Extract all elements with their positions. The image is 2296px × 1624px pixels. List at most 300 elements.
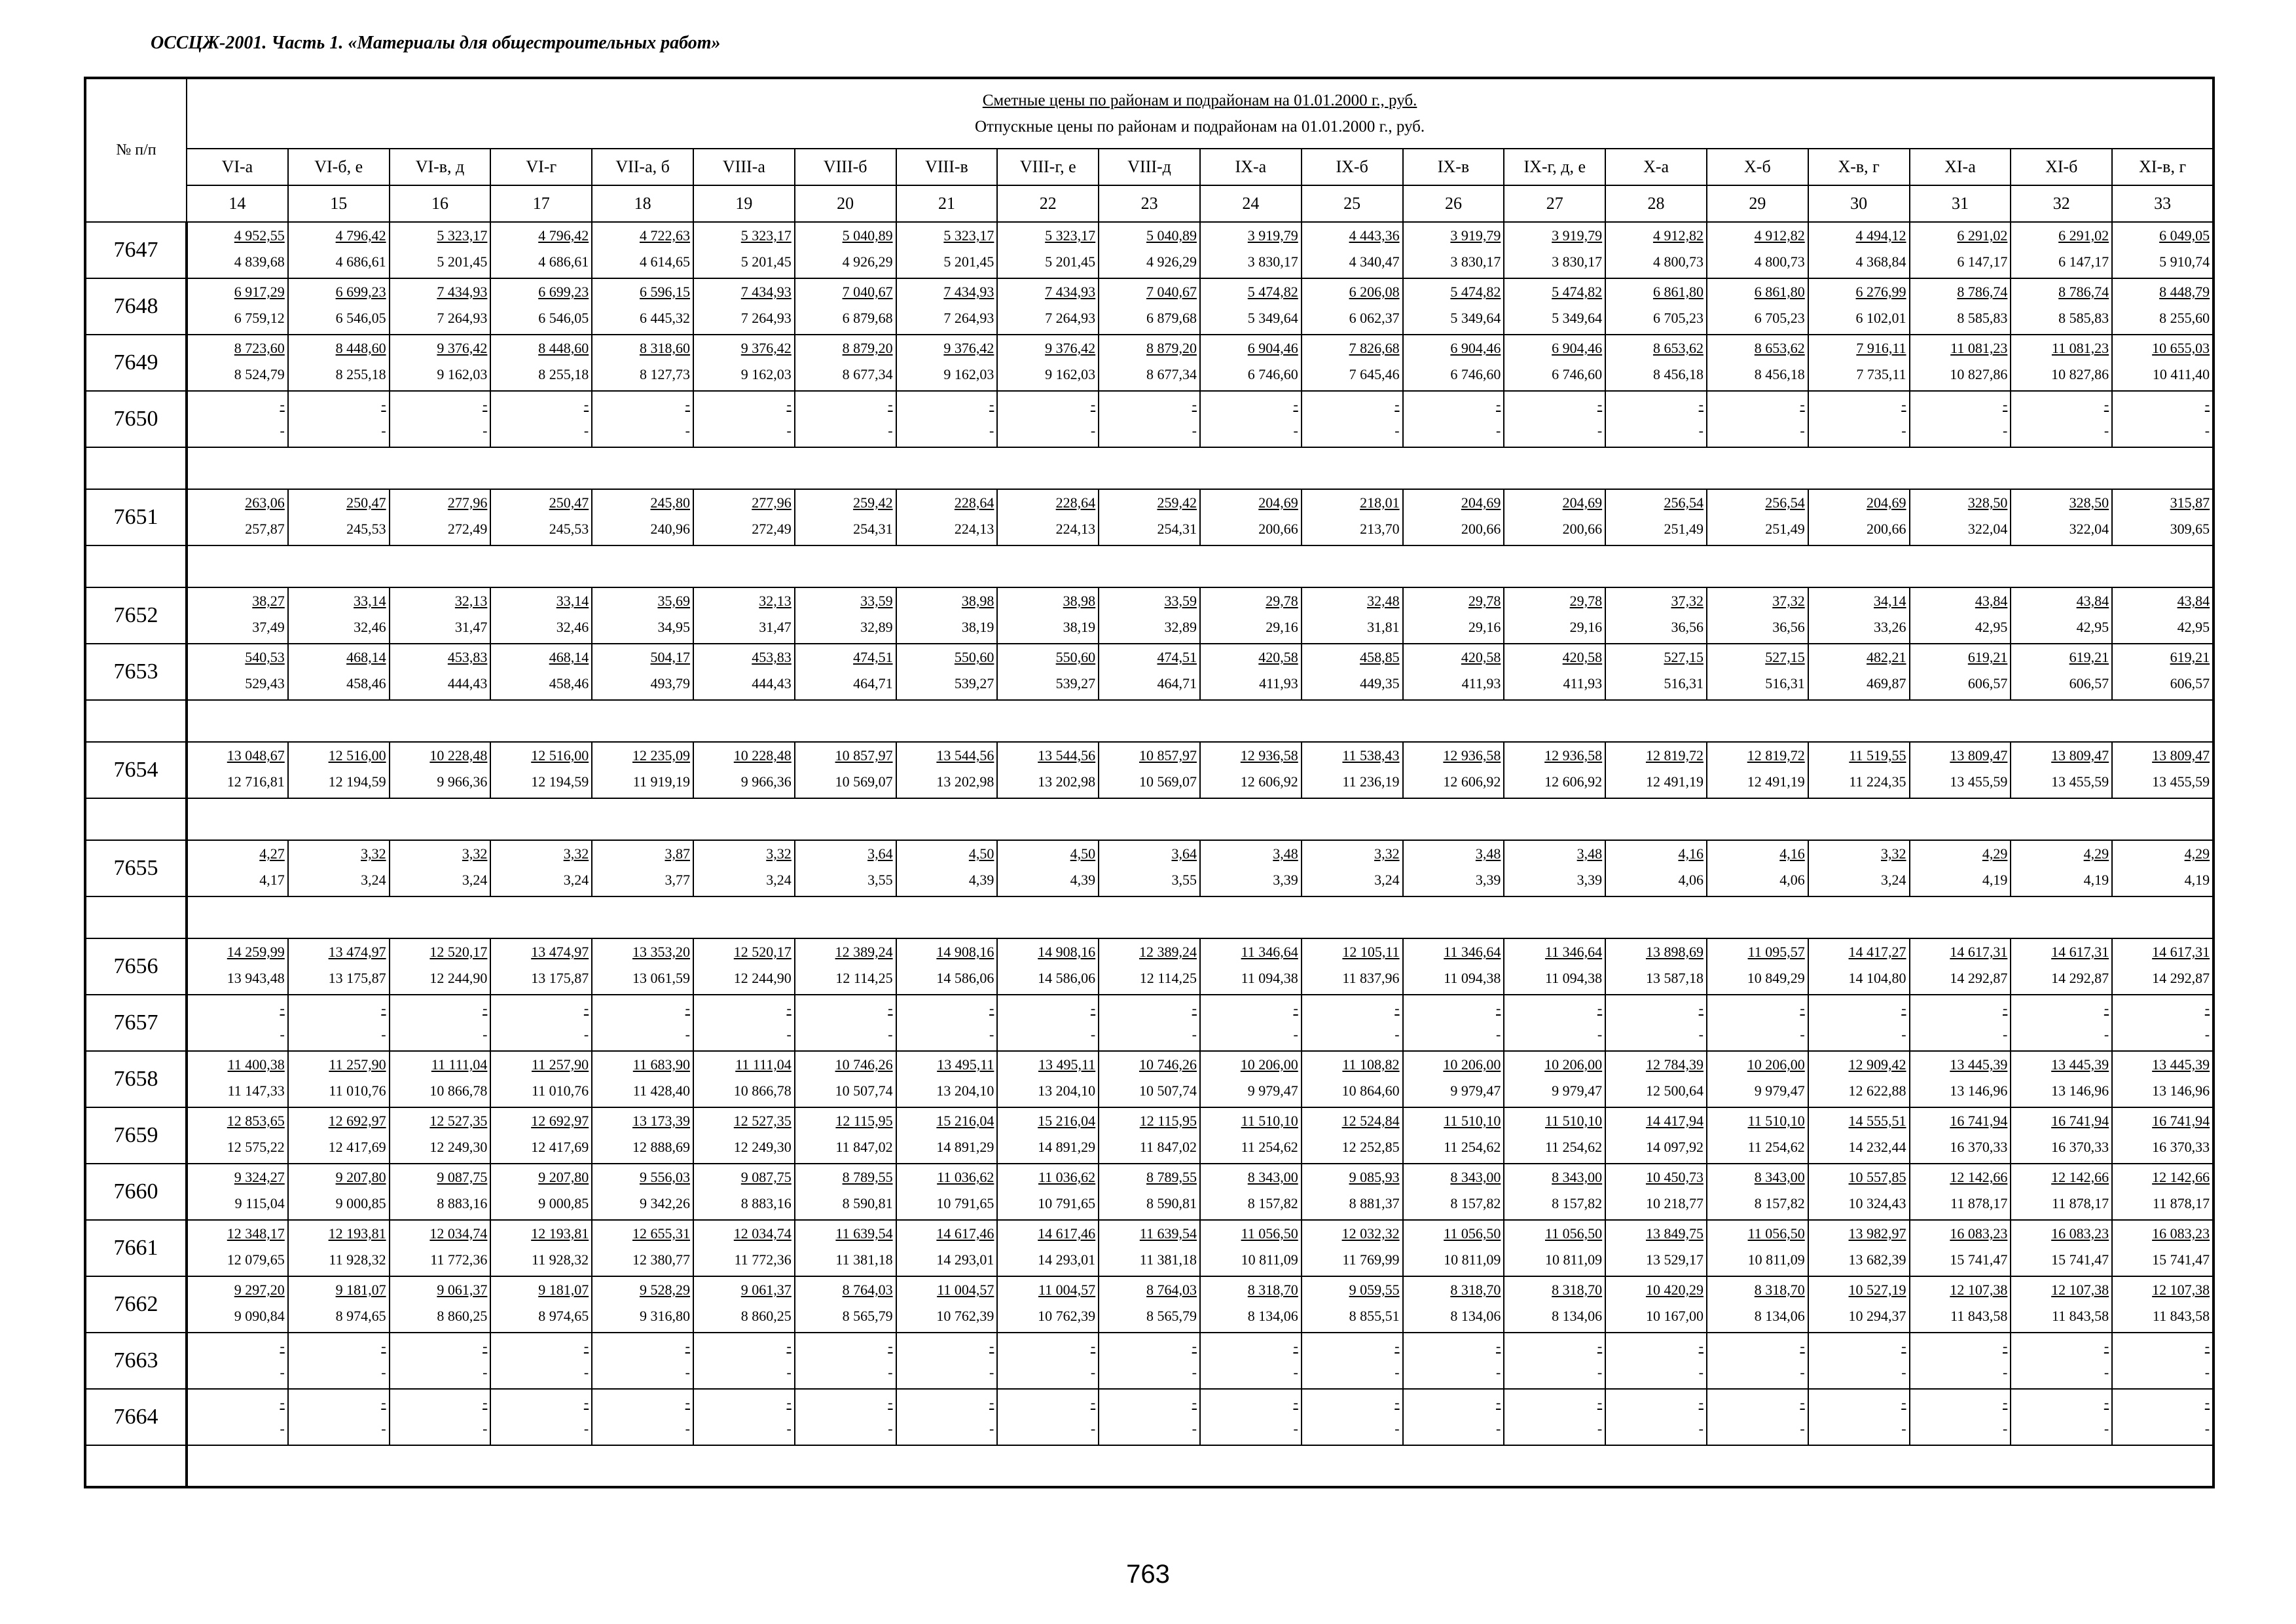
- estimated-price: 8 448,79: [2159, 284, 2210, 300]
- price-cell: [2011, 391, 2112, 447]
- price-cell: [1605, 1276, 1707, 1333]
- price-cell: [997, 644, 1099, 700]
- price-cell: [390, 1164, 491, 1220]
- estimated-price: 8 879,20: [1146, 340, 1197, 356]
- selling-price: 444,43: [752, 675, 792, 692]
- estimated-price: -: [1192, 1338, 1197, 1354]
- price-cell: [1099, 335, 1200, 391]
- estimated-price: 453,83: [752, 649, 792, 665]
- estimated-price: 3,48: [1273, 845, 1298, 862]
- price-cell: [1504, 1164, 1605, 1220]
- price-cell: [1808, 391, 1910, 447]
- estimated-price: -: [1597, 1338, 1603, 1354]
- estimated-price: -: [888, 1000, 893, 1016]
- selling-price: 444,43: [447, 675, 488, 692]
- selling-price: 12 606,92: [1443, 773, 1501, 790]
- estimated-price: 7 434,93: [740, 284, 792, 300]
- price-cell: [795, 222, 896, 278]
- estimated-price: 6 291,02: [1957, 227, 2008, 244]
- selling-price: 10 811,09: [1747, 1251, 1805, 1268]
- selling-price: 12 194,59: [531, 773, 589, 790]
- estimated-price: 4 494,12: [1855, 227, 1906, 244]
- price-cell: [187, 222, 288, 278]
- estimated-price: 15 216,04: [936, 1113, 994, 1129]
- estimated-price: 13 173,39: [632, 1113, 690, 1129]
- price-cell: [288, 391, 390, 447]
- estimated-price: 7 040,67: [842, 284, 893, 300]
- selling-price: 14 586,06: [936, 970, 994, 986]
- estimated-price: 11 111,04: [735, 1056, 792, 1073]
- estimated-price: 10 228,48: [429, 747, 488, 764]
- estimated-price: 550,60: [1055, 649, 1096, 665]
- price-cell: [490, 278, 592, 335]
- selling-price: 32,89: [1164, 619, 1197, 635]
- selling-price: 32,46: [354, 619, 386, 635]
- estimated-price: 10 557,85: [1848, 1169, 1906, 1185]
- selling-price: 11 843,58: [2152, 1308, 2210, 1324]
- selling-price: 3,39: [1273, 872, 1298, 888]
- estimated-price: -: [888, 396, 893, 413]
- selling-price: 16 370,33: [2152, 1139, 2210, 1155]
- selling-price: 14 097,92: [1645, 1139, 1704, 1155]
- price-cell: [187, 1107, 288, 1164]
- estimated-price: 13 445,39: [2051, 1056, 2109, 1073]
- estimated-price: 32,48: [1367, 593, 1400, 609]
- selling-price: 8 565,79: [1146, 1308, 1197, 1324]
- estimated-price: 420,58: [1461, 649, 1501, 665]
- selling-price: 254,31: [1157, 521, 1197, 537]
- price-cell: [1302, 938, 1403, 995]
- price-cell: [693, 1333, 795, 1389]
- price-cell: [1707, 1220, 1808, 1276]
- price-cell: [997, 1389, 1099, 1445]
- estimated-price: -: [2104, 1338, 2109, 1354]
- selling-price: 12 491,19: [1747, 773, 1805, 790]
- table-row: [85, 742, 2214, 798]
- selling-price: 4 926,29: [842, 253, 893, 270]
- selling-price: 7 264,93: [437, 310, 488, 326]
- selling-price: -: [2003, 1026, 2008, 1043]
- estimated-price: 10 206,00: [1443, 1056, 1501, 1073]
- estimated-price: 9 207,80: [335, 1169, 386, 1185]
- row-number: 7654: [85, 742, 187, 798]
- estimated-price: 5 323,17: [1045, 227, 1096, 244]
- estimated-price: 9 061,37: [437, 1282, 488, 1298]
- selling-price: 32,46: [556, 619, 589, 635]
- selling-price: -: [2104, 1420, 2109, 1437]
- price-cell: [1605, 742, 1707, 798]
- price-cell: [1504, 587, 1605, 644]
- estimated-price: 32,13: [454, 593, 488, 609]
- estimated-price: -: [381, 1394, 386, 1411]
- selling-price: 11 837,96: [1342, 970, 1400, 986]
- price-cell: [1808, 840, 1910, 896]
- selling-price: 15 741,47: [1950, 1251, 2008, 1268]
- price-cell: [187, 1389, 288, 1445]
- selling-price: 8 255,60: [2159, 310, 2210, 326]
- estimated-price: 6 206,08: [1349, 284, 1400, 300]
- estimated-price: 12 936,58: [1443, 747, 1501, 764]
- estimated-price: -: [2003, 396, 2008, 413]
- estimated-price: 16 741,94: [2152, 1113, 2210, 1129]
- price-cell: [2112, 587, 2214, 644]
- price-cell: [896, 1333, 998, 1389]
- price-cell: [1504, 1051, 1605, 1107]
- price-cell: [2011, 1389, 2112, 1445]
- selling-price: 8 590,81: [1146, 1195, 1197, 1211]
- price-cell: [288, 742, 390, 798]
- selling-price: 6 062,37: [1349, 310, 1400, 326]
- selling-price: -: [583, 1026, 589, 1043]
- estimated-price: 328,50: [2069, 494, 2109, 511]
- estimated-price: 14 617,31: [2152, 944, 2210, 960]
- column-number: 21: [896, 185, 998, 222]
- selling-price: 9 162,03: [437, 366, 488, 382]
- selling-price: 8 157,82: [1450, 1195, 1501, 1211]
- price-cell: [187, 1220, 288, 1276]
- selling-price: -: [786, 1420, 792, 1437]
- selling-price: 458,46: [549, 675, 589, 692]
- price-cell: [490, 1276, 592, 1333]
- price-cell: [187, 278, 288, 335]
- price-cell: [490, 222, 592, 278]
- selling-price: 8 157,82: [1754, 1195, 1805, 1211]
- estimated-price: 12 692,97: [328, 1113, 386, 1129]
- price-cell: [795, 742, 896, 798]
- price-cell: [1605, 587, 1707, 644]
- price-cell: [1403, 644, 1504, 700]
- estimated-price: 13 544,56: [1038, 747, 1096, 764]
- selling-price: 10 411,40: [2152, 366, 2210, 382]
- region-header: XI-а: [1910, 149, 2011, 185]
- price-cell: [896, 644, 998, 700]
- selling-price: 8 456,18: [1652, 366, 1704, 382]
- estimated-price: 11 510,10: [1544, 1113, 1603, 1129]
- estimated-price: 14 908,16: [936, 944, 994, 960]
- selling-price: 272,49: [752, 521, 792, 537]
- price-cell: [896, 391, 998, 447]
- selling-price: -: [989, 1026, 994, 1043]
- estimated-price: -: [1496, 1000, 1501, 1016]
- estimated-price: 11 095,57: [1747, 944, 1805, 960]
- price-cell: [1302, 1389, 1403, 1445]
- price-cell: [1200, 938, 1302, 995]
- selling-price: -: [1090, 1420, 1096, 1437]
- selling-price: 322,04: [1967, 521, 2008, 537]
- selling-price: 12 244,90: [429, 970, 488, 986]
- column-number: 23: [1099, 185, 1200, 222]
- selling-price: 10 849,29: [1747, 970, 1805, 986]
- selling-price: 12 575,22: [227, 1139, 285, 1155]
- price-cell: [490, 391, 592, 447]
- selling-price: 10 762,39: [1038, 1308, 1096, 1324]
- estimated-price: -: [1800, 396, 1805, 413]
- estimated-price: 10 228,48: [733, 747, 792, 764]
- estimated-price: -: [1698, 396, 1704, 413]
- selling-price: 12 079,65: [227, 1251, 285, 1268]
- selling-price: -: [1394, 422, 1400, 439]
- price-cell: [1200, 1389, 1302, 1445]
- estimated-price: 10 420,29: [1645, 1282, 1704, 1298]
- header-row-main: [85, 78, 2214, 149]
- estimated-price: 6 904,46: [1552, 340, 1603, 356]
- price-cell: [390, 1333, 491, 1389]
- selling-price: -: [2204, 422, 2210, 439]
- estimated-price: 527,15: [1664, 649, 1704, 665]
- region-header: VI-б, е: [288, 149, 390, 185]
- region-header: VI-г: [490, 149, 592, 185]
- estimated-price: 12 107,38: [1950, 1282, 2008, 1298]
- selling-price: -: [1698, 1026, 1704, 1043]
- region-header: VIII-г, е: [997, 149, 1099, 185]
- price-cell: [997, 1164, 1099, 1220]
- table-row: [85, 938, 2214, 995]
- selling-price: 6 879,68: [1146, 310, 1197, 326]
- estimated-price: 16 741,94: [2051, 1113, 2109, 1129]
- price-cell: [1302, 1164, 1403, 1220]
- price-cell: [1200, 391, 1302, 447]
- selling-price: 224,13: [954, 521, 994, 537]
- estimated-price: 11 538,43: [1342, 747, 1400, 764]
- estimated-price: 13 495,11: [1038, 1056, 1096, 1073]
- region-header: IX-а: [1200, 149, 1302, 185]
- estimated-price: -: [989, 1338, 994, 1354]
- price-cell: [592, 391, 693, 447]
- estimated-price: 38,98: [1063, 593, 1096, 609]
- selling-price: 10 762,39: [936, 1308, 994, 1324]
- selling-price: 3,77: [665, 872, 690, 888]
- column-number: 31: [1910, 185, 2011, 222]
- estimated-price: 550,60: [954, 649, 994, 665]
- price-cell: [288, 335, 390, 391]
- price-cell: [693, 1164, 795, 1220]
- estimated-price: 9 528,29: [639, 1282, 690, 1298]
- price-cell: [2112, 840, 2214, 896]
- estimated-price: 12 107,38: [2051, 1282, 2109, 1298]
- estimated-price: 5 040,89: [842, 227, 893, 244]
- selling-price: -: [1597, 1420, 1603, 1437]
- selling-price: 29,16: [1468, 619, 1501, 635]
- selling-price: -: [1597, 1026, 1603, 1043]
- price-cell: [1910, 1164, 2011, 1220]
- row-number: 7660: [85, 1164, 187, 1220]
- price-cell: [1707, 1051, 1808, 1107]
- estimated-price: 11 036,62: [1038, 1169, 1096, 1185]
- selling-price: 8 134,06: [1450, 1308, 1501, 1324]
- selling-price: 6 705,23: [1652, 310, 1704, 326]
- estimated-price: 9 556,03: [639, 1169, 690, 1185]
- table-row: [85, 1333, 2214, 1389]
- estimated-price: 9 376,42: [740, 340, 792, 356]
- price-cell: [1910, 938, 2011, 995]
- selling-price: 10 866,78: [733, 1082, 792, 1099]
- table-row: [85, 391, 2214, 447]
- price-cell: [390, 1051, 491, 1107]
- price-cell: [1707, 335, 1808, 391]
- selling-price: 14 104,80: [1848, 970, 1906, 986]
- estimated-price: 3,32: [1881, 845, 1906, 862]
- estimated-prices-header: Сметные цены по районам и подрайонам на 01.01.2000 г., руб.: [982, 91, 1417, 109]
- estimated-price: 11 056,50: [1444, 1225, 1501, 1242]
- price-cell: [1808, 587, 1910, 644]
- selling-price: 13 587,18: [1645, 970, 1704, 986]
- selling-price: -: [1394, 1026, 1400, 1043]
- estimated-price: -: [1394, 1394, 1400, 1411]
- price-cell: [1808, 995, 1910, 1051]
- selling-price: 9 000,85: [335, 1195, 386, 1211]
- price-cell: [1504, 1333, 1605, 1389]
- selling-price: 15 741,47: [2051, 1251, 2109, 1268]
- selling-price: -: [280, 1420, 285, 1437]
- estimated-price: 13 849,75: [1645, 1225, 1704, 1242]
- selling-price: 411,93: [1563, 675, 1603, 692]
- blank-cell: [187, 700, 2214, 742]
- estimated-price: 9 324,27: [234, 1169, 285, 1185]
- price-cell: [997, 587, 1099, 644]
- estimated-price: 12 193,81: [328, 1225, 386, 1242]
- selling-price: 493,79: [650, 675, 690, 692]
- estimated-price: 11 346,64: [1544, 944, 1603, 960]
- row-number: 7649: [85, 335, 187, 391]
- table-row: [85, 995, 2214, 1051]
- price-cell: [390, 644, 491, 700]
- price-cell: [1707, 278, 1808, 335]
- estimated-price: 16 083,23: [2051, 1225, 2109, 1242]
- price-cell: [1200, 587, 1302, 644]
- estimated-price: 7 434,93: [1045, 284, 1096, 300]
- estimated-price: 11 510,10: [1444, 1113, 1501, 1129]
- estimated-price: 11 036,62: [937, 1169, 994, 1185]
- estimated-price: 7 826,68: [1349, 340, 1400, 356]
- selling-price: 13 943,48: [227, 970, 285, 986]
- selling-price: 10 811,09: [1444, 1251, 1501, 1268]
- blank-cell: [187, 545, 2214, 587]
- selling-price: 9 342,26: [639, 1195, 690, 1211]
- selling-price: 31,81: [1367, 619, 1400, 635]
- selling-price: 3,55: [1171, 872, 1197, 888]
- price-cell: [1605, 1051, 1707, 1107]
- price-cell: [1504, 742, 1605, 798]
- price-cell: [1504, 995, 1605, 1051]
- selling-price: 6 746,60: [1450, 366, 1501, 382]
- selling-price: 11 094,38: [1241, 970, 1298, 986]
- price-cell: [896, 840, 998, 896]
- selling-price: -: [1090, 1364, 1096, 1380]
- estimated-price: 16 741,94: [1950, 1113, 2008, 1129]
- estimated-price: 13 544,56: [936, 747, 994, 764]
- estimated-price: -: [2204, 1338, 2210, 1354]
- price-cell: [187, 1051, 288, 1107]
- price-cell: [288, 995, 390, 1051]
- selling-price: 12 716,81: [227, 773, 285, 790]
- price-cell: [1099, 742, 1200, 798]
- estimated-price: 5 040,89: [1146, 227, 1197, 244]
- blank-number-cell: [85, 545, 187, 587]
- selling-price: -: [2003, 422, 2008, 439]
- region-header: X-в, г: [1808, 149, 1910, 185]
- price-cell: [795, 644, 896, 700]
- price-cell: [1099, 489, 1200, 545]
- estimated-price: 540,53: [245, 649, 285, 665]
- selling-price: 5 201,45: [740, 253, 792, 270]
- estimated-price: 9 059,55: [1349, 1282, 1400, 1298]
- price-cell: [997, 1276, 1099, 1333]
- price-cell: [1403, 222, 1504, 278]
- estimated-price: -: [280, 396, 285, 413]
- estimated-price: 37,32: [1772, 593, 1805, 609]
- estimated-price: 11 004,57: [1038, 1282, 1096, 1298]
- selling-price: 4,19: [2184, 872, 2210, 888]
- column-number: 16: [390, 185, 491, 222]
- estimated-price: -: [1901, 1394, 1906, 1411]
- selling-price: 464,71: [1157, 675, 1197, 692]
- selling-price: 12 417,69: [328, 1139, 386, 1155]
- price-cell: [1605, 1107, 1707, 1164]
- price-cell: [693, 742, 795, 798]
- estimated-price: 250,47: [549, 494, 589, 511]
- region-header: XI-б: [2011, 149, 2112, 185]
- selling-price: 529,43: [245, 675, 285, 692]
- price-cell: [1302, 489, 1403, 545]
- selling-price: 12 249,30: [429, 1139, 488, 1155]
- estimated-price: -: [1293, 1338, 1298, 1354]
- price-cell: [390, 938, 491, 995]
- table-row: [85, 644, 2214, 700]
- price-cell: [390, 840, 491, 896]
- estimated-price: 33,14: [556, 593, 589, 609]
- region-header: VII-а, б: [592, 149, 693, 185]
- estimated-price: 3,32: [563, 845, 589, 862]
- price-cell: [1099, 1276, 1200, 1333]
- price-cell: [1504, 1107, 1605, 1164]
- region-header: VIII-в: [896, 149, 998, 185]
- price-cell: [1910, 1389, 2011, 1445]
- selling-price: -: [1293, 1420, 1298, 1437]
- estimated-price: 29,78: [1569, 593, 1603, 609]
- column-number: 14: [187, 185, 288, 222]
- estimated-price: -: [1293, 1000, 1298, 1016]
- estimated-price: 245,80: [650, 494, 690, 511]
- price-cell: [1200, 1051, 1302, 1107]
- price-cell: [288, 1389, 390, 1445]
- selling-price: -: [1496, 1026, 1501, 1043]
- estimated-price: 10 206,00: [1240, 1056, 1298, 1073]
- estimated-price: -: [2003, 1000, 2008, 1016]
- table-row: [85, 1276, 2214, 1333]
- selling-price: 8 677,34: [842, 366, 893, 382]
- price-cell: [2112, 995, 2214, 1051]
- price-cell: [1403, 938, 1504, 995]
- selling-price: -: [2104, 1364, 2109, 1380]
- price-cell: [2011, 278, 2112, 335]
- estimated-price: 12 389,24: [1139, 944, 1197, 960]
- estimated-price: -: [1698, 1338, 1704, 1354]
- selling-price: -: [280, 1364, 285, 1380]
- selling-price: 12 606,92: [1240, 773, 1298, 790]
- estimated-price: 6 291,02: [2058, 227, 2109, 244]
- selling-price: 9 162,03: [943, 366, 994, 382]
- selling-price: 3 830,17: [1552, 253, 1603, 270]
- selling-price: -: [2003, 1364, 2008, 1380]
- selling-price: -: [483, 1420, 488, 1437]
- selling-price: 309,65: [2170, 521, 2210, 537]
- estimated-price: 8 343,00: [1754, 1169, 1805, 1185]
- selling-price: 4,19: [1982, 872, 2008, 888]
- estimated-price: 43,84: [1975, 593, 2008, 609]
- price-cell: [1099, 1389, 1200, 1445]
- price-cell: [896, 1107, 998, 1164]
- estimated-price: 12 034,74: [429, 1225, 488, 1242]
